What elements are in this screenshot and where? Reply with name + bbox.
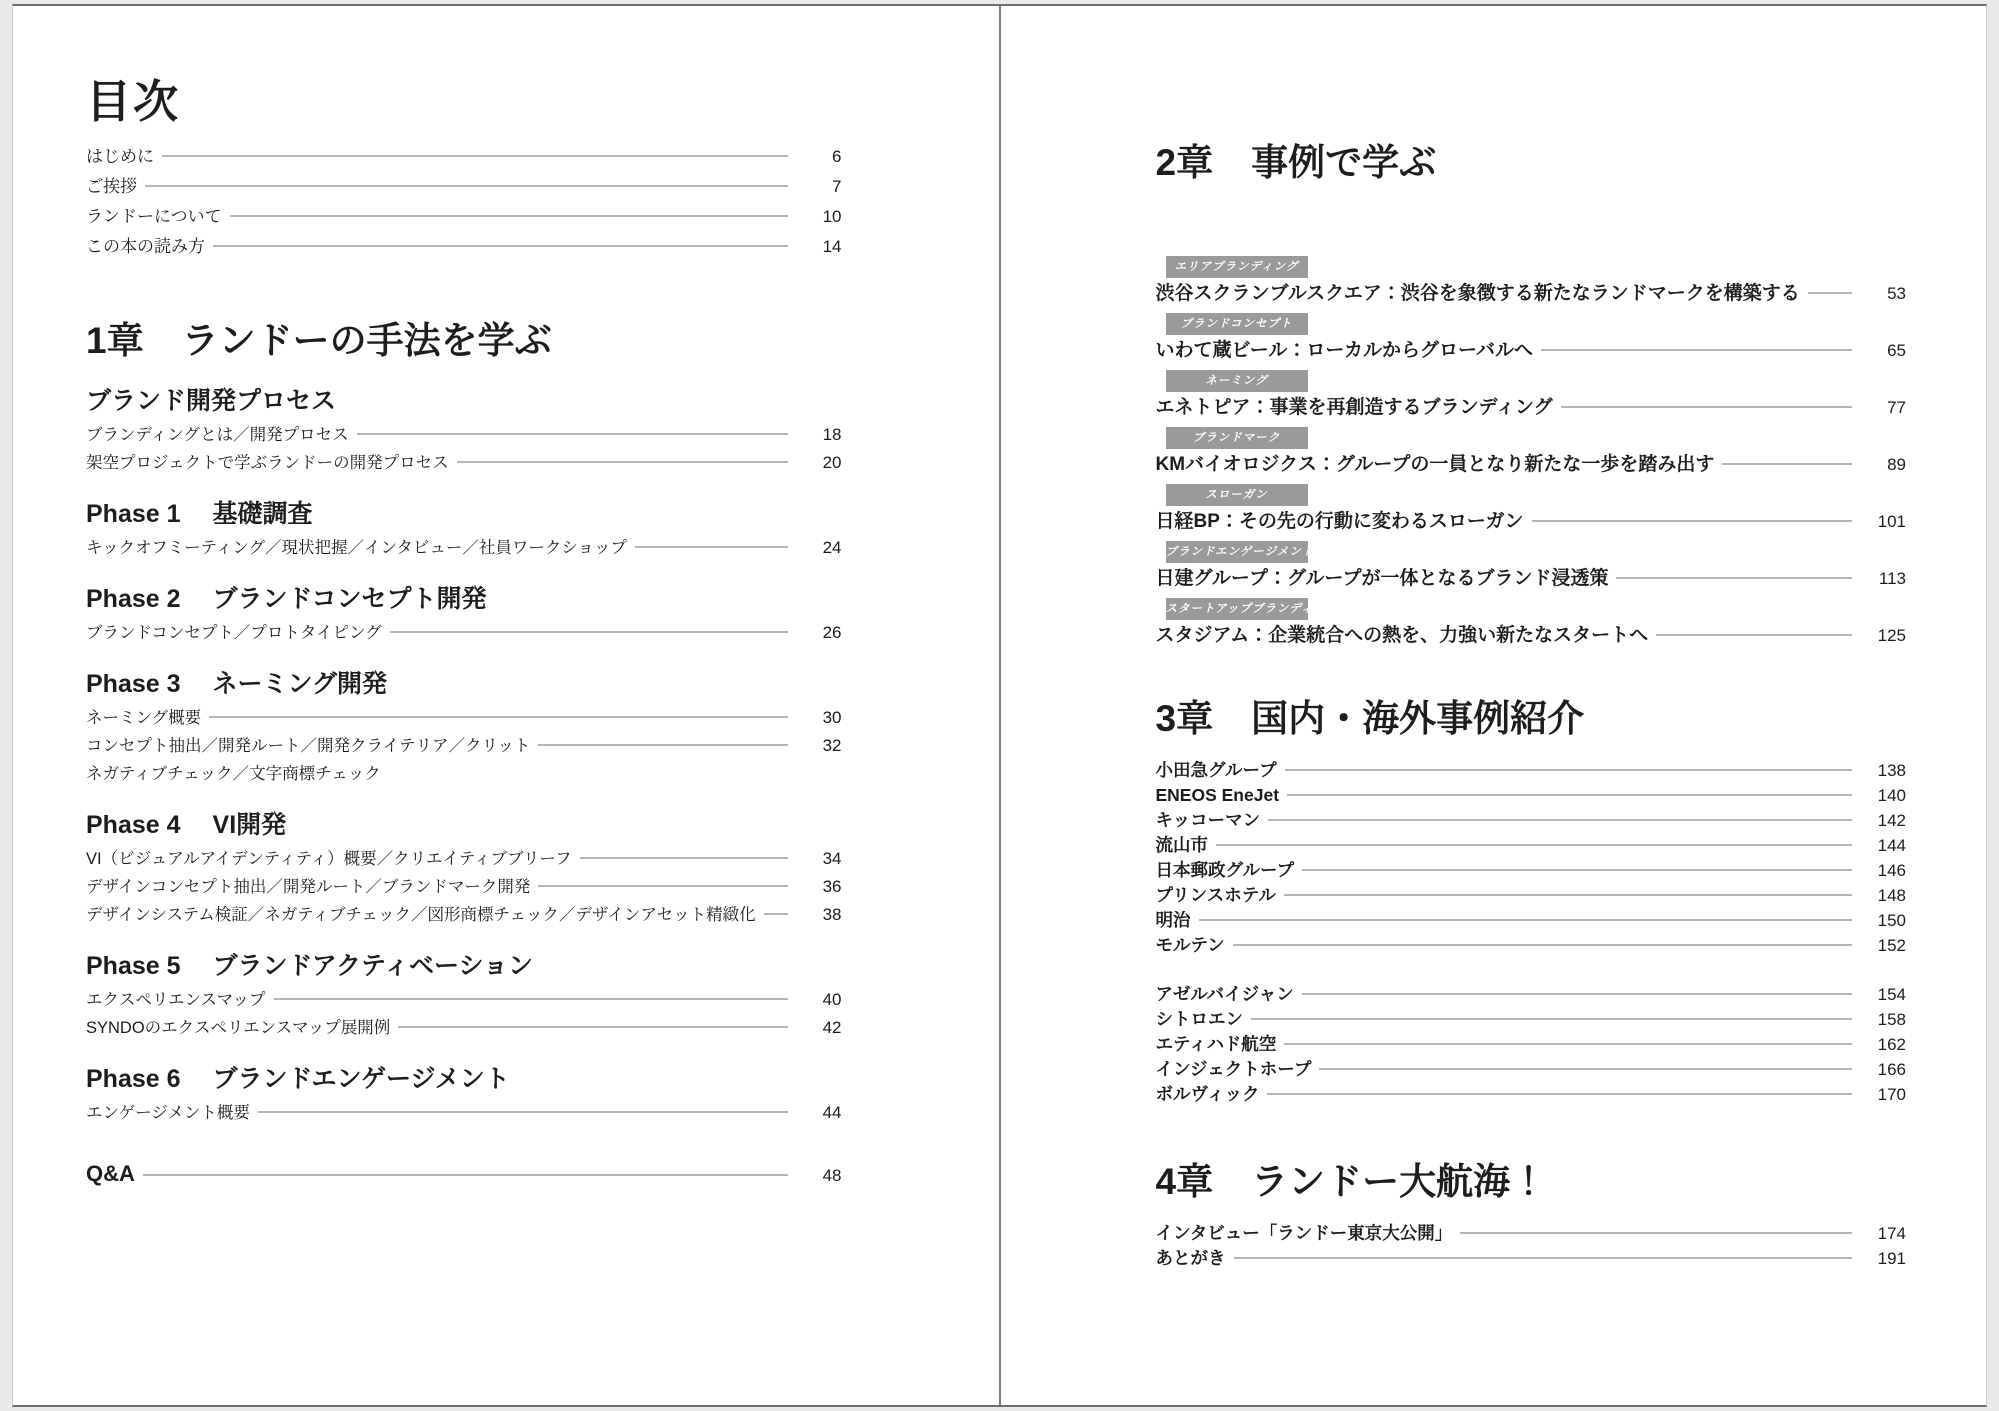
toc-row: [86, 534, 842, 562]
section-heading-main: Phase 6: [86, 1065, 181, 1093]
toc-entry-label: キックオフミーティング／現状把握／インタビュー／社員ワークショップ: [86, 539, 628, 557]
qa-row: [86, 1159, 842, 1191]
leader-line: [230, 215, 788, 217]
case-title: エネトピア：事業を再創造するブランディング: [1155, 397, 1553, 418]
toc-row: [1156, 758, 1907, 783]
toc-entry-label: ブランディングとは／開発プロセス: [86, 426, 349, 444]
leader-line: [398, 1026, 787, 1028]
toc-page-number: 32: [822, 736, 842, 755]
leader-line: [258, 1111, 788, 1113]
leader-line: [1302, 993, 1852, 995]
toc-row: [86, 1014, 842, 1042]
toc-page-number: 101: [1877, 512, 1906, 531]
leader-line: [1284, 1043, 1852, 1045]
leader-line: [764, 913, 788, 915]
page-gutter-divider: [999, 6, 1001, 1405]
case-title: KMバイオロジクス：グループの一員となり新たな一歩を踏み出す: [1155, 454, 1715, 475]
chapter4-heading: [1156, 1159, 1907, 1205]
toc-entry-label: プリンスホテル: [1155, 885, 1276, 905]
chapter3-number: 3章: [1155, 698, 1214, 739]
toc-section: [86, 497, 842, 562]
toc-page-number: 7: [832, 177, 842, 196]
toc-entry-label: アゼルバイジャン: [1155, 984, 1294, 1004]
toc-entry-label: モルテン: [1155, 935, 1225, 955]
leader-line: [1722, 463, 1852, 465]
toc-entry-label: VI（ビジュアルアイデンティティ）概要／クリエイティブブリーフ: [86, 850, 572, 868]
toc-entry-label: コンセプト抽出／開発ルート／開発クライテリア／クリット: [86, 737, 531, 755]
toc-page-number: 36: [822, 877, 842, 896]
toc-entry-label: インタビュー「ランドー東京大公開」: [1155, 1223, 1453, 1243]
toc-row: [86, 232, 842, 262]
section-heading-subtitle: ブランドアクティベーション: [212, 952, 534, 980]
toc-row: [1156, 1221, 1907, 1246]
section-heading: [86, 949, 842, 983]
toc-title: 目次: [86, 76, 181, 127]
toc-row: [1156, 933, 1907, 958]
toc-row: [1156, 623, 1907, 648]
leader-line: [162, 155, 788, 157]
toc-page-number: 158: [1877, 1010, 1906, 1029]
section-heading: [86, 808, 842, 842]
toc-row: [1156, 452, 1907, 477]
toc-row: [1156, 833, 1907, 858]
toc-section: [86, 1062, 842, 1127]
section-heading: [86, 582, 842, 616]
toc-row: [1156, 395, 1907, 420]
leader-line: [1460, 1232, 1852, 1234]
toc-row: [1156, 808, 1907, 833]
chapter1-sections: [86, 384, 842, 1127]
leader-line: [274, 998, 788, 1000]
section-heading: [86, 1062, 842, 1096]
leader-line: [1808, 292, 1852, 294]
leader-line: [538, 744, 787, 746]
toc-page-number: 30: [822, 708, 842, 727]
page-spread: [12, 4, 1987, 1407]
qa-label: Q&A: [86, 1161, 135, 1186]
leader-line: [1541, 349, 1852, 351]
toc-entry-label: 日本郵政グループ: [1155, 860, 1295, 880]
toc-entry-label: ブランドコンセプト／プロトタイピング: [86, 624, 382, 642]
leader-line: [1656, 634, 1852, 636]
leader-line: [1616, 577, 1852, 579]
leader-line: [1302, 869, 1852, 871]
leader-line: [1287, 794, 1852, 796]
chapter2-title: 事例で学ぶ: [1251, 142, 1437, 183]
toc-row: [86, 704, 842, 732]
section-heading-subtitle: ブランドコンセプト開発: [212, 585, 487, 613]
leader-line: [1251, 1018, 1852, 1020]
toc-page-number: 142: [1877, 811, 1906, 830]
toc-row: [1156, 883, 1907, 908]
toc-page-number: 140: [1877, 786, 1906, 805]
section-heading-main: Phase 2: [86, 585, 181, 613]
toc-entry-label: あとがき: [1155, 1248, 1226, 1268]
toc-entry-label: ボルヴィック: [1155, 1084, 1260, 1104]
toc-section: [86, 582, 842, 647]
case-study-block: [1156, 484, 1907, 534]
toc-row: [86, 845, 842, 873]
leader-line: [457, 461, 788, 463]
toc-entry-label: 明治: [1155, 910, 1191, 930]
toc-page-number: 125: [1877, 626, 1906, 645]
toc-row: [1156, 1007, 1907, 1032]
toc-page-number: 18: [822, 425, 842, 444]
chapter1-heading: [86, 318, 842, 364]
toc-entry-label: この本の読み方: [86, 237, 205, 256]
international-case-list: [1156, 982, 1907, 1107]
section-heading-main: Phase 4: [86, 811, 181, 839]
toc-row: [1156, 509, 1907, 534]
section-heading: [86, 667, 842, 701]
leader-line: [1285, 769, 1852, 771]
toc-row: [1156, 1082, 1907, 1107]
toc-entry-label: ネーミング概要: [86, 709, 202, 727]
section-heading-main: ブランド開発プロセス: [86, 387, 337, 415]
toc-row: [86, 901, 842, 929]
toc-page-number: 148: [1877, 886, 1906, 905]
toc-section: [86, 808, 842, 929]
toc-row: [86, 873, 842, 901]
section-heading-subtitle: VI開発: [212, 811, 287, 839]
toc-entry-label: インジェクトホープ: [1155, 1059, 1312, 1079]
toc-entry-label: ENEOS EneJet: [1155, 785, 1280, 805]
toc-page-number: 113: [1878, 569, 1906, 588]
toc-page-number: 44: [822, 1103, 842, 1122]
toc-entry-label: はじめに: [86, 147, 154, 166]
chapter3-heading: [1156, 696, 1907, 742]
case-category-badge: ブランドコンセプト: [1166, 313, 1308, 335]
toc-row: [1156, 1057, 1907, 1082]
case-study-list: [1156, 256, 1907, 648]
leader-line: [143, 1174, 788, 1176]
case-title: 日建グループ：グループが一体となるブランド浸透策: [1155, 568, 1609, 589]
toc-entry-label: エンゲージメント概要: [86, 1104, 250, 1122]
left-page: [13, 6, 1000, 1405]
case-category-badge: ネーミング: [1166, 370, 1308, 392]
toc-page-number: 191: [1877, 1249, 1906, 1268]
toc-page-number: 40: [822, 990, 842, 1009]
toc-entry-label: SYNDOのエクスペリエンスマップ展開例: [86, 1019, 391, 1037]
toc-entry-label: キッコーマン: [1155, 810, 1261, 830]
case-category-badge: ブランドマーク: [1166, 427, 1308, 449]
right-page: [1000, 6, 1987, 1405]
toc-page-number: 146: [1877, 861, 1906, 880]
toc-row: [86, 732, 842, 760]
section-rows: [86, 619, 842, 647]
chapter4-list: [1156, 1221, 1907, 1271]
toc-row: [86, 202, 842, 232]
toc-entry-label: 架空プロジェクトで学ぶランドーの開発プロセス: [86, 454, 449, 472]
toc-page-number: 48: [822, 1166, 842, 1185]
chapter1-number: 1章: [86, 320, 144, 361]
toc-row: [1156, 338, 1907, 363]
toc-entry-label: エクスペリエンスマップ: [86, 991, 266, 1009]
toc-section: [86, 384, 842, 477]
chapter2-heading: [1156, 140, 1907, 186]
section-rows: [86, 1099, 842, 1127]
toc-page-number: 65: [1887, 341, 1906, 360]
toc-page-number: 144: [1877, 836, 1906, 855]
toc-row: [1156, 908, 1907, 933]
toc-page-number: 14: [822, 237, 842, 256]
leader-line: [390, 631, 788, 633]
section-rows: [86, 534, 842, 562]
toc-page-number: 170: [1877, 1085, 1906, 1104]
chapter4-title: ランドー大航海！: [1251, 1161, 1548, 1202]
toc-row: [1156, 566, 1907, 591]
leader-line: [357, 433, 788, 435]
section-heading-subtitle: ブランドエンゲージメント: [212, 1065, 510, 1093]
section-rows: [86, 704, 842, 788]
toc-page-number: 10: [822, 207, 842, 226]
toc-entry-label: シトロエン: [1155, 1009, 1243, 1029]
section-rows: [86, 845, 842, 929]
case-study-block: [1156, 541, 1907, 591]
toc-row: [86, 449, 842, 477]
leader-line: [1319, 1068, 1852, 1070]
leader-line: [1216, 844, 1852, 846]
leader-line: [538, 885, 787, 887]
domestic-case-list: [1156, 758, 1907, 958]
section-heading-main: Phase 1: [86, 500, 181, 528]
toc-entry-label: 小田急グループ: [1155, 760, 1277, 780]
toc-section: [86, 949, 842, 1042]
section-rows: [86, 986, 842, 1042]
toc-row: [86, 1099, 842, 1127]
toc-row: [86, 421, 842, 449]
toc-page-number: 138: [1877, 761, 1906, 780]
toc-entry-label: ネガティブチェック／文字商標チェック: [86, 765, 381, 783]
toc-page-number: 38: [822, 905, 842, 924]
leader-line: [1267, 1093, 1852, 1095]
leader-line: [1268, 819, 1852, 821]
leader-line: [1199, 919, 1853, 921]
chapter3-title: 国内・海外事例紹介: [1251, 698, 1585, 739]
section-heading-subtitle: ネーミング開発: [212, 670, 388, 698]
toc-entry-label: 流山市: [1155, 835, 1208, 855]
toc-page-number: 150: [1877, 911, 1906, 930]
case-category-badge: ブランドエンゲージメント: [1166, 541, 1308, 563]
case-title: スタジアム：企業統合への熱を、力強い新たなスタートへ: [1155, 625, 1649, 646]
leader-line: [1233, 944, 1852, 946]
leader-line: [1284, 894, 1852, 896]
section-heading: [86, 497, 842, 531]
toc-row: [1156, 858, 1907, 883]
leader-line: [1532, 520, 1852, 522]
toc-entry-label: エティハド航空: [1155, 1034, 1277, 1054]
leader-line: [209, 716, 787, 718]
toc-page-number: 166: [1877, 1060, 1906, 1079]
section-heading-main: Phase 3: [86, 670, 181, 698]
case-title: いわて蔵ビール：ローカルからグローバルへ: [1155, 340, 1534, 361]
leader-line: [1234, 1257, 1853, 1259]
toc-page-number: 6: [832, 147, 842, 166]
chapter2-number: 2章: [1155, 142, 1214, 183]
case-category-badge: スタートアップブランディング: [1166, 598, 1308, 620]
toc-row: [86, 172, 842, 202]
toc-page-number: 89: [1887, 455, 1906, 474]
toc-page-number: 26: [822, 623, 842, 642]
toc-row: [1156, 1032, 1907, 1057]
case-category-badge: スローガン: [1166, 484, 1308, 506]
toc-row: [1156, 281, 1907, 306]
leader-line: [213, 245, 788, 247]
toc-row: [86, 986, 842, 1014]
toc-row: [86, 760, 842, 788]
toc-entry-label: デザインコンセプト抽出／開発ルート／ブランドマーク開発: [86, 878, 531, 896]
toc-section: [86, 667, 842, 788]
case-category-badge: エリアブランディング: [1166, 256, 1308, 278]
chapter4-number: 4章: [1155, 1161, 1214, 1202]
chapter1-title: ランドーの手法を学ぶ: [181, 320, 552, 361]
leader-line: [635, 546, 787, 548]
case-title: 渋谷スクランブルスクエア：渋谷を象徴する新たなランドマークを構築する: [1155, 283, 1800, 304]
section-heading-subtitle: 基礎調査: [212, 500, 313, 528]
section-rows: [86, 421, 842, 477]
toc-row: [86, 142, 842, 172]
toc-row: [1156, 783, 1907, 808]
case-study-block: [1156, 256, 1907, 306]
leader-line: [145, 185, 788, 187]
leader-line: [1561, 406, 1852, 408]
section-heading: [86, 384, 842, 418]
case-study-block: [1156, 313, 1907, 363]
toc-row: [1156, 1246, 1907, 1271]
toc-page-number: 24: [822, 538, 842, 557]
toc-page-number: 53: [1887, 284, 1906, 303]
toc-page-number: 77: [1887, 398, 1906, 417]
case-study-block: [1156, 370, 1907, 420]
front-matter-list: [86, 142, 842, 262]
toc-entry-label: ランドーについて: [86, 207, 222, 226]
toc-page-number: 162: [1877, 1035, 1906, 1054]
toc-entry-label: デザインシステム検証／ネガティブチェック／図形商標チェック／デザインアセット精緻化: [86, 906, 756, 924]
toc-page-number: 20: [822, 453, 842, 472]
section-heading-main: Phase 5: [86, 952, 181, 980]
toc-row: [86, 619, 842, 647]
toc-page-number: 34: [822, 849, 842, 868]
toc-page-number: 152: [1877, 936, 1906, 955]
case-study-block: [1156, 427, 1907, 477]
case-title: 日経BP：その先の行動に変わるスローガン: [1155, 511, 1524, 532]
toc-entry-label: ご挨拶: [86, 177, 137, 196]
toc-page-number: 154: [1877, 985, 1906, 1004]
toc-page-number: 174: [1877, 1224, 1906, 1243]
toc-page-number: 42: [822, 1018, 842, 1037]
case-study-block: [1156, 598, 1907, 648]
leader-line: [580, 857, 788, 859]
toc-row: [1156, 982, 1907, 1007]
